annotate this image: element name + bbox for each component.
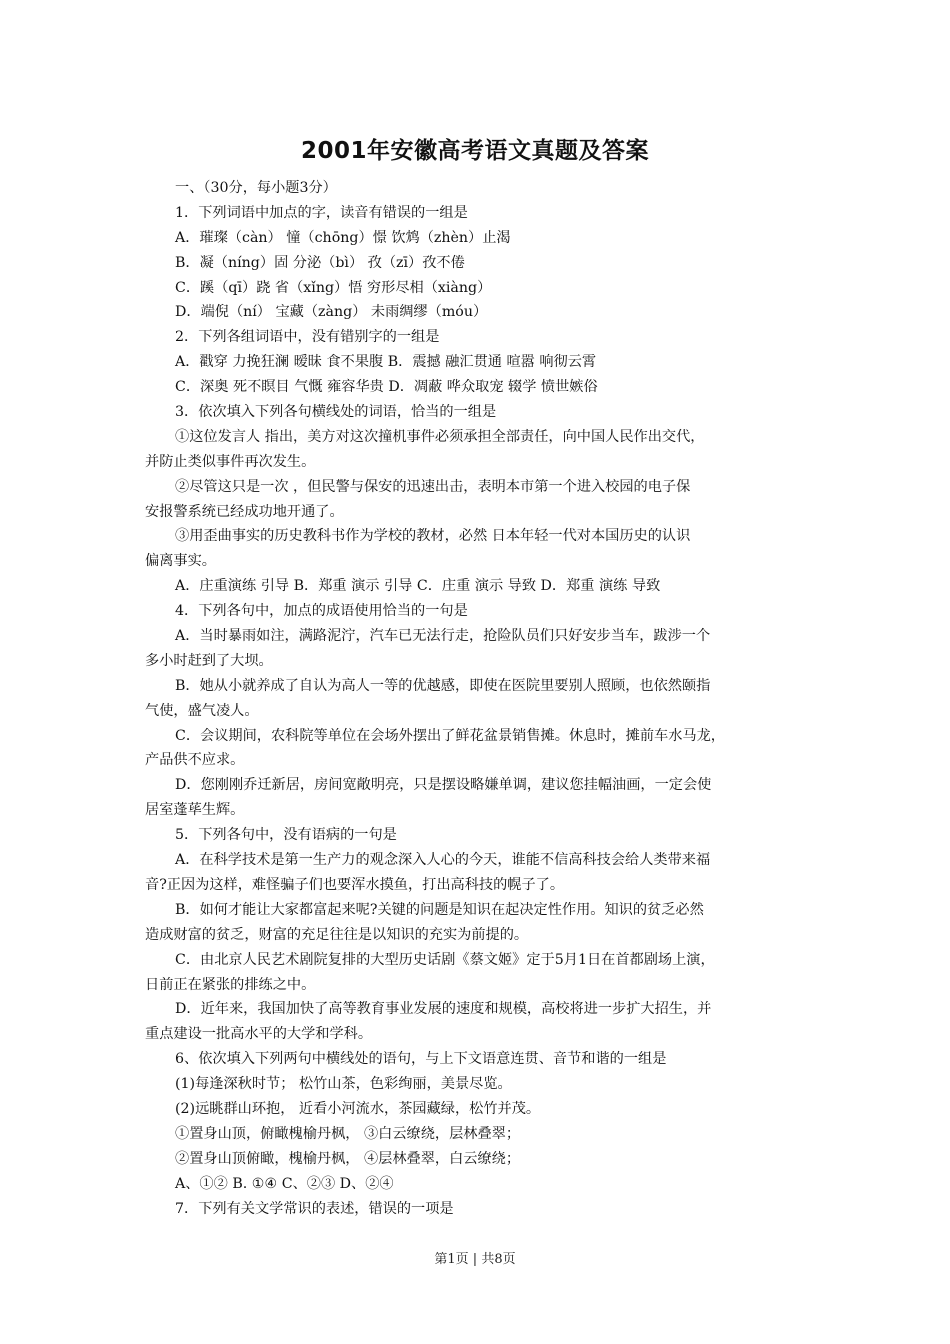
text-line: ①置身山顶，俯瞰槐榆丹枫， ③白云缭绕，层林叠翠； <box>175 1125 521 1142</box>
text-line: 产品供不应求。 <box>145 752 245 769</box>
document-body <box>145 176 813 1221</box>
text-line: 1．下列词语中加点的字，读音有错误的一组是 <box>175 204 468 221</box>
text-line: (2)远眺群山环抱， 近看小河流水，茶园藏绿，松竹并茂。 <box>175 1100 541 1117</box>
text-line: B．凝（níng）固 分泌（bì） 孜（zī）孜不倦 <box>175 254 465 271</box>
text-line: 造成财富的贫乏，财富的充足往往是以知识的充实为前提的。 <box>145 926 529 943</box>
text-line: 多小时赶到了大坝。 <box>145 652 273 669</box>
text-line: B．她从小就养成了自认为高人一等的优越感，即使在医院里要别人照顾，也依然颐指 <box>175 677 711 694</box>
text-line: C．会议期间，农科院等单位在会场外摆出了鲜花盆景销售摊。休息时，摊前车水马龙， <box>175 727 725 744</box>
text-line: C．蹊（qī）跷 省（xǐng）悟 穷形尽相（xiàng） <box>175 279 492 296</box>
text-line: A、①② B. ①④ C、②③ D、②④ <box>175 1175 394 1192</box>
text-line: 重点建设一批高水平的大学和学科。 <box>145 1026 373 1043</box>
text-line: B．如何才能让大家都富起来呢?关键的问题是知识在起决定性作用。知识的贫乏必然 <box>175 901 704 918</box>
text-line: C．深奥 死不瞑目 气慨 雍容华贵 D．凋蔽 哗众取宠 辍学 愤世嫉俗 <box>175 379 598 396</box>
text-line: A．在科学技术是第一生产力的观念深入人心的今天，谁能不信高科技会给人类带来福 <box>175 852 711 869</box>
text-line: 7．下列有关文学常识的表述，错误的一项是 <box>175 1200 454 1217</box>
text-line: 偏离事实。 <box>145 553 216 570</box>
text-line: ②尽管这只是一次 ，但民警与保安的迅速出击，表明本市第一个进入校园的电子保 <box>175 478 691 495</box>
text-line: (1)每逢深秋时节； 松竹山茶，色彩绚丽，美景尽览。 <box>175 1076 512 1093</box>
text-line: ①这位发言人 指出，美方对这次撞机事件必须承担全部责任，向中国人民作出交代， <box>175 428 705 445</box>
text-line: 一、（30分，每小题3分） <box>175 180 337 196</box>
text-line: A．庄重演练 引导 B．郑重 演示 引导 C．庄重 演示 导致 D．郑重 演练 导致 <box>175 578 661 595</box>
text-line: A．当时暴雨如注，满路泥泞，汽车已无法行走，抢险队员们只好安步当车，跋涉一个 <box>175 628 711 645</box>
text-line: 居室蓬荜生辉。 <box>145 802 245 819</box>
text-line: C．由北京人民艺术剧院复排的大型历史话剧《蔡文姬》定于5月1日在首都剧场上演， <box>175 951 715 968</box>
text-line: A．戳穿 力挽狂澜 暧昧 食不果腹 B．震撼 融汇贯通 喧嚣 响彻云霄 <box>175 354 597 371</box>
text-line: D．近年来，我国加快了高等教育事业发展的速度和规模，高校将进一步扩大招生，并 <box>175 1001 712 1018</box>
text-line: A．璀璨（càn） 憧（chōng）憬 饮鸩（zhèn）止渴 <box>175 229 511 246</box>
text-line: 2．下列各组词语中，没有错别字的一组是 <box>175 329 440 346</box>
text-line: 安报警系统已经成功地开通了。 <box>145 503 344 520</box>
text-line: 5．下列各句中，没有语病的一句是 <box>175 827 397 844</box>
page-title: 2001年安徽高考语文真题及答案 <box>300 138 649 164</box>
text-line: 并防止类似事件再次发生。 <box>145 453 316 470</box>
page-footer: 第1页 | 共8页 <box>434 1252 516 1267</box>
text-line: ②置身山顶俯瞰，槐榆丹枫， ④层林叠翠，白云缭绕； <box>175 1150 521 1167</box>
text-line: 3．依次填入下列各句横线处的词语，恰当的一组是 <box>175 404 497 421</box>
text-line: ③用歪曲事实的历史教科书作为学校的教材，必然 日本年轻一代对本国历史的认识 <box>175 528 691 545</box>
text-line: 4．下列各句中，加点的成语使用恰当的一句是 <box>175 603 468 620</box>
text-line: 日前正在紧张的排练之中。 <box>145 976 316 993</box>
text-line: D．您刚刚乔迁新居，房间宽敞明亮，只是摆设略嫌单调，建议您挂幅油画，一定会使 <box>175 777 712 794</box>
text-line: 气使，盛气凌人。 <box>145 702 259 719</box>
text-line: D．端倪（ní） 宝藏（zàng） 未雨绸缪（móu） <box>175 304 488 321</box>
text-line: 音?正因为这样，难怪骗子们也要浑水摸鱼，打出高科技的幌子了。 <box>145 876 565 893</box>
text-line: 6、依次填入下列两句中横线处的语句，与上下文语意连贯、音节和谐的一组是 <box>175 1051 667 1068</box>
